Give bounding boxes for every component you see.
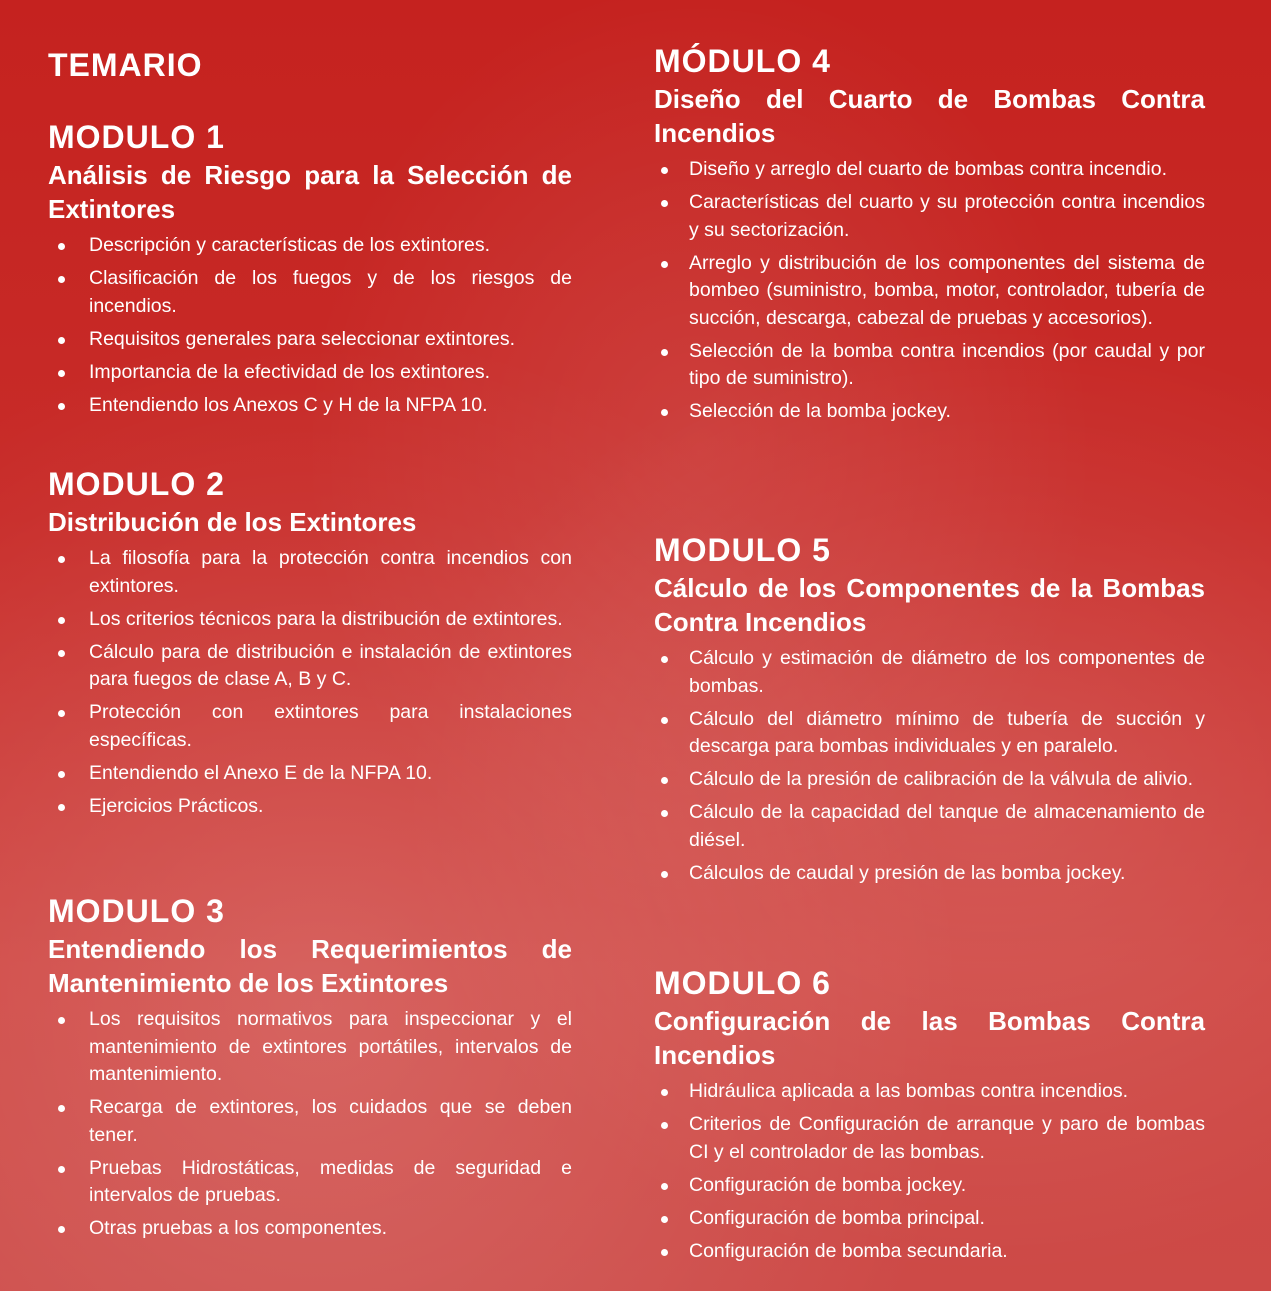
list-item	[48, 699, 572, 754]
bullet-icon	[661, 261, 668, 268]
bullet-icon	[58, 243, 65, 250]
list-item-text: Cálculo y estimación de diámetro de los componentes de bombas.	[689, 647, 1205, 697]
list-item-text: Importancia de la efectividad de los extintores.	[89, 360, 491, 383]
list-item-text: Cálculo de la presión de calibración de la válvula de alivio.	[689, 768, 1194, 790]
module-topic-list	[48, 545, 572, 820]
list-item-text: Ejercicios Prácticos.	[89, 794, 264, 817]
list-item	[654, 799, 1205, 854]
bullet-icon	[661, 409, 668, 416]
bullet-icon	[58, 276, 65, 283]
list-item	[654, 1205, 1205, 1233]
list-item-text: Hidráulica aplicada a las bombas contra incendios.	[689, 1080, 1128, 1102]
list-item	[654, 156, 1205, 184]
list-item-text: Configuración de bomba jockey.	[689, 1173, 967, 1196]
list-item	[48, 793, 572, 821]
list-item-text: Clasificación de los fuegos y de los riesgos de incendios.	[89, 267, 572, 317]
module-number: MODULO 1	[48, 119, 225, 155]
module-3	[48, 892, 572, 1248]
list-item-text: Selección de la bomba contra incendios (por caudal y por tipo de suministro).	[689, 339, 1205, 389]
bullet-icon	[58, 1105, 65, 1112]
list-item	[48, 1215, 572, 1243]
module-number: MODULO 2	[48, 466, 225, 502]
bullet-icon	[661, 1122, 668, 1129]
list-item	[48, 232, 572, 260]
bullet-icon	[58, 1226, 65, 1233]
module-1	[48, 118, 572, 425]
list-item	[48, 1006, 572, 1089]
list-item	[654, 398, 1205, 426]
bullet-icon	[58, 617, 65, 624]
module-4	[654, 42, 1205, 431]
list-item	[48, 606, 572, 634]
list-item	[654, 1238, 1205, 1266]
list-item-text: La filosofía para la protección contra incendios con extintores.	[89, 547, 572, 597]
list-item-text: Otras pruebas a los componentes.	[89, 1217, 388, 1239]
bullet-icon	[58, 403, 65, 410]
list-item-text: Diseño y arreglo del cuarto de bombas contra incendio.	[689, 158, 1168, 180]
list-item-text: Cálculo del diámetro mínimo de tubería de succión y descarga para bombas individuales y en paralelo.	[689, 707, 1205, 757]
list-item-text: Los criterios técnicos para la distribución de extintores.	[89, 607, 563, 630]
bullet-icon	[58, 710, 65, 717]
list-item	[654, 189, 1205, 244]
list-item-text: Protección con extintores para instalaciones específicas.	[89, 701, 572, 751]
list-item	[654, 1111, 1205, 1166]
list-item-text: Características del cuarto y su protección contra incendios y su sectorización.	[689, 191, 1205, 241]
module-5	[654, 531, 1205, 893]
list-item-text: Cálculo de la capacidad del tanque de almacenamiento de diésel.	[689, 801, 1205, 851]
list-item-text: Entendiendo los Anexos C y H de la NFPA 10.	[89, 393, 488, 416]
bullet-icon	[58, 804, 65, 811]
list-item-text: Cálculo para de distribución e instalación de extintores para fuegos de clase A, B y C.	[89, 640, 572, 690]
list-item	[48, 392, 572, 420]
module-number: MODULO 6	[654, 965, 831, 1001]
bullet-icon	[58, 771, 65, 778]
list-item-text: Descripción y características de los extintores.	[89, 234, 490, 256]
bullet-icon	[58, 370, 65, 377]
module-6	[654, 964, 1205, 1271]
list-item	[48, 760, 572, 788]
list-item-text: Criterios de Configuración de arranque y paro de bombas CI y el controlador de las bombas.	[689, 1113, 1205, 1163]
list-item-text: Configuración de bomba principal.	[689, 1206, 985, 1229]
list-item-text: Requisitos generales para seleccionar extintores.	[89, 327, 515, 350]
list-item	[48, 1155, 572, 1210]
module-number: MÓDULO 4	[654, 43, 831, 79]
module-title: Entendiendo los Requerimientos de Mantenimiento de los Extintores	[48, 934, 572, 998]
list-item	[48, 359, 572, 387]
list-item-text: Arreglo y distribución de los componentes del sistema de bombeo (suministro, bomba, motor, controlador, tubería de succión, descarga, cabezal de pruebas y accesorios).	[689, 251, 1205, 329]
list-item-text: Entendiendo el Anexo E de la NFPA 10.	[89, 761, 433, 784]
module-topic-list	[654, 1078, 1205, 1265]
list-item	[48, 265, 572, 320]
bullet-icon	[58, 556, 65, 563]
list-item	[654, 250, 1205, 333]
bullet-icon	[661, 810, 668, 817]
list-item	[654, 1172, 1205, 1200]
module-topic-list	[654, 645, 1205, 887]
module-number: MODULO 5	[654, 532, 831, 568]
list-item	[48, 326, 572, 354]
bullet-icon	[661, 1216, 668, 1223]
list-item	[654, 645, 1205, 700]
list-item-text: Los requisitos normativos para inspeccionar y el mantenimiento de extintores portátiles, intervalos de mantenimiento.	[89, 1008, 572, 1085]
bullet-icon	[58, 337, 65, 344]
list-item-text: Recarga de extintores, los cuidados que se deben tener.	[89, 1096, 572, 1146]
module-number: MODULO 3	[48, 893, 225, 929]
bullet-icon	[661, 717, 668, 724]
bullet-icon	[661, 777, 668, 784]
list-item	[654, 860, 1205, 888]
list-item	[654, 1078, 1205, 1106]
module-title: Distribución de los Extintores	[48, 507, 417, 537]
module-title: Análisis de Riesgo para la Selección de Extintores	[48, 160, 572, 224]
module-title: Diseño del Cuarto de Bombas Contra Incendios	[654, 84, 1205, 148]
bullet-icon	[661, 167, 668, 174]
list-item	[654, 706, 1205, 761]
bullet-icon	[661, 200, 668, 207]
list-item	[48, 639, 572, 694]
bullet-icon	[661, 1183, 668, 1190]
bullet-icon	[58, 1166, 65, 1173]
module-topic-list	[654, 156, 1205, 426]
list-item	[654, 338, 1205, 393]
bullet-icon	[661, 871, 668, 878]
list-item	[48, 545, 572, 600]
module-topic-list	[48, 232, 572, 419]
list-item	[48, 1094, 572, 1149]
module-topic-list	[48, 1006, 572, 1243]
temario-heading: TEMARIO	[48, 47, 203, 83]
bullet-icon	[58, 650, 65, 657]
bullet-icon	[661, 1089, 668, 1096]
list-item	[654, 766, 1205, 794]
module-title: Configuración de las Bombas Contra Incendios	[654, 1006, 1205, 1070]
bullet-icon	[661, 656, 668, 663]
list-item-text: Cálculos de caudal y presión de las bomba jockey.	[689, 861, 1126, 884]
list-item-text: Selección de la bomba jockey.	[689, 400, 951, 422]
bullet-icon	[661, 349, 668, 356]
list-item-text: Pruebas Hidrostáticas, medidas de seguridad e intervalos de pruebas.	[89, 1156, 572, 1206]
module-title: Cálculo de los Componentes de la Bombas Contra Incendios	[654, 573, 1205, 637]
list-item-text: Configuración de bomba secundaria.	[689, 1239, 1008, 1262]
module-2	[48, 465, 572, 826]
bullet-icon	[661, 1249, 668, 1256]
bullet-icon	[58, 1017, 65, 1024]
